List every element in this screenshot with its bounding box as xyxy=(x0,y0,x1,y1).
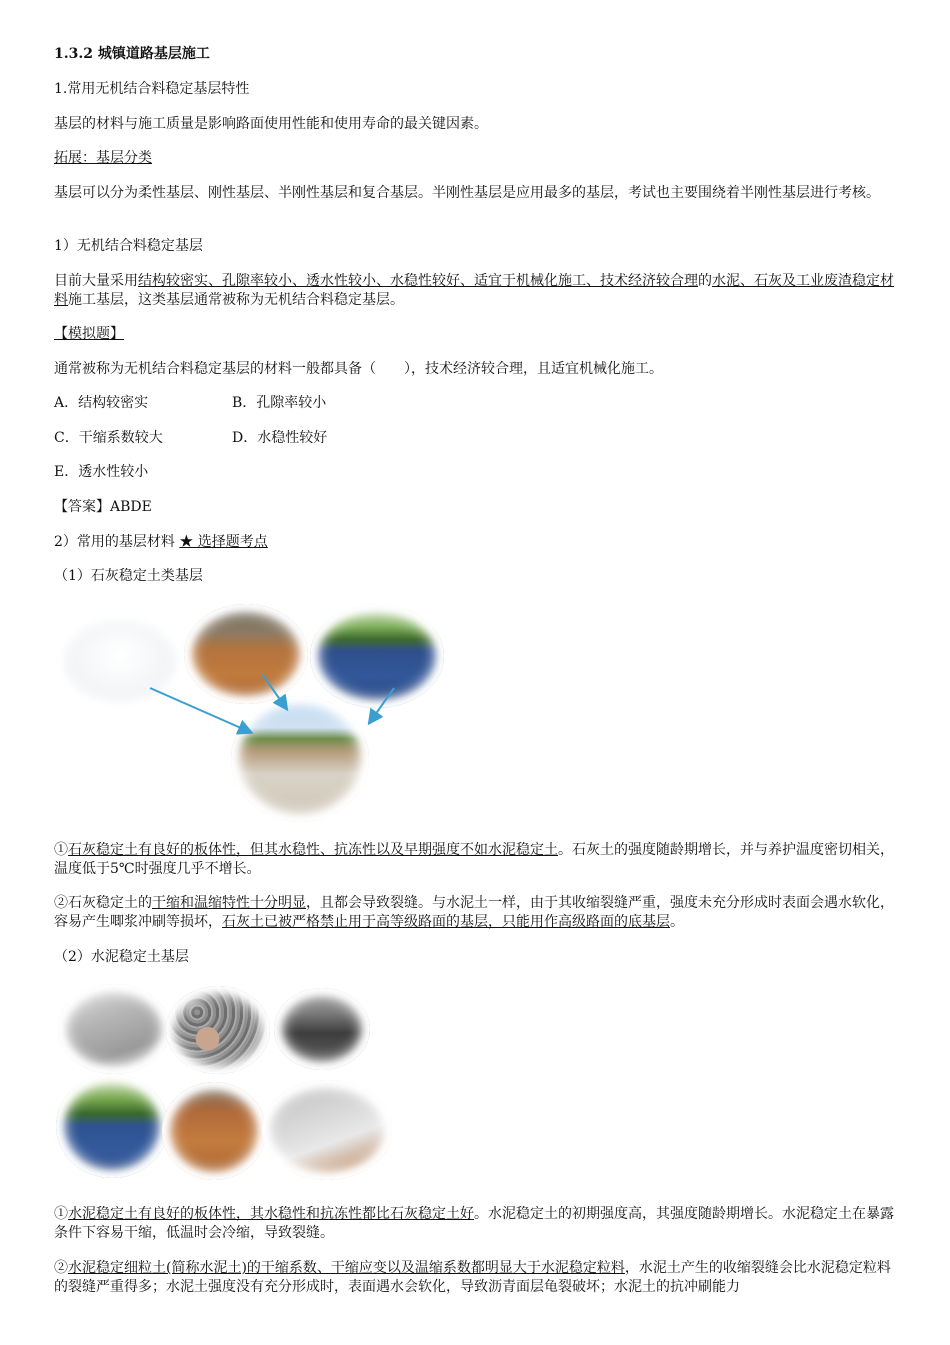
paragraph xyxy=(54,1205,896,1243)
text-run: 。石灰土的强度随龄期增长，并与养护温度密切相关，温度低于5℃时强度几乎不增长。 xyxy=(54,842,894,877)
subheading xyxy=(54,533,896,552)
underlined-text: 石灰稳定土有良好的板体性，但其水稳性、抗冻性以及早期强度不如水泥稳定土 xyxy=(68,842,558,858)
paving-site-photo xyxy=(274,988,370,1070)
text-run: ，水泥土产生的收缩裂缝会比水泥稳定粒料的裂缝严重得多；水泥土强度没有充分形成时，表面遇水会软化，导致沥青面层龟裂破坏；水泥土的抗冲刷能力 xyxy=(54,1260,891,1295)
options-row xyxy=(54,394,896,413)
underlined-text: 水泥、石灰及工业废渣稳定材料 xyxy=(54,273,894,308)
cement-powder-photo xyxy=(58,984,170,1074)
underlined-text: 干缩和温缩特性十分明显 xyxy=(152,895,306,911)
lime-soil-figure xyxy=(54,598,454,823)
text-run: 。水泥稳定土的初期强度高，其强度随龄期增长。水泥稳定土在暴露条件下容易干缩，低温时会冷缩，导致裂缝。 xyxy=(54,1206,894,1241)
option-a: A．结构较密实 xyxy=(54,395,149,411)
question-text: 通常被称为无机结合料稳定基层的材料一般都具备（ ），技术经济较合理，且适宜机械化施工。 xyxy=(54,361,663,377)
water-pond-photo xyxy=(56,1074,168,1178)
paragraph: 基层可以分为柔性基层、刚性基层、半刚性基层和复合基层。半刚性基层是应用最多的基层，考试也主要围绕着半刚性基层进行考核。 xyxy=(54,185,880,201)
text-run: ① xyxy=(54,842,68,858)
subheading: （2）水泥稳定土基层 xyxy=(54,949,189,965)
underlined-text: 水泥稳定细粒土(简称水泥土)的干缩系数、干缩应变以及温缩系数都明显大于水泥稳定粒料 xyxy=(68,1260,625,1276)
text-run: 目前大量采用 xyxy=(54,273,138,289)
text-run: 2）常用的基层材料 xyxy=(54,534,180,550)
options-row xyxy=(54,429,896,448)
extension-heading: 拓展：基层分类 xyxy=(54,150,152,166)
connector-arrows xyxy=(54,598,454,823)
text-run: ② xyxy=(54,1260,68,1276)
underlined-text: 结构较密实、孔隙率较小、透水性较小、水稳性较好、适宜于机械化施工、技术经济较合理 xyxy=(138,273,698,289)
option-e: E．透水性较小 xyxy=(54,464,149,480)
paragraph xyxy=(54,841,896,879)
cement-base-layer-photo xyxy=(262,1080,392,1180)
subheading: 1）无机结合料稳定基层 xyxy=(54,238,203,254)
text-run: ① xyxy=(54,1206,68,1222)
exam-point-marker: ★ 选择题考点 xyxy=(179,534,268,550)
text-run: ，且都会导致裂缝。与水泥土一样，由于其收缩裂缝严重，强度未充分形成时表面会遇水软化，容易产生唧浆冲刷等损坏， xyxy=(54,895,894,930)
option-b: B．孔隙率较小 xyxy=(232,395,327,411)
text-run: 。 xyxy=(670,914,684,930)
paragraph xyxy=(54,272,896,310)
soil-pile-photo xyxy=(162,1082,266,1180)
paragraph xyxy=(54,1259,896,1297)
text-run: 的 xyxy=(698,273,712,289)
option-d: D．水稳性较好 xyxy=(232,430,328,446)
paragraph xyxy=(54,894,896,932)
paragraph-heading: 1.常用无机结合料稳定基层特性 xyxy=(54,81,250,97)
text-run: 施工基层，这类基层通常被称为无机结合料稳定基层。 xyxy=(68,292,404,308)
section-title: 1.3.2 城镇道路基层施工 xyxy=(54,46,210,62)
gravel-hand-photo xyxy=(166,986,270,1074)
underlined-text: 石灰土已被严格禁止用于高等级路面的基层，只能用作高级路面的底基层 xyxy=(222,914,670,930)
underlined-text: 水泥稳定土有良好的板体性，其水稳性和抗冻性都比石灰稳定土好 xyxy=(68,1206,474,1222)
text-run: ②石灰稳定土的 xyxy=(54,895,152,911)
option-c: C．干缩系数较大 xyxy=(54,430,163,446)
answer: 【答案】ABDE xyxy=(54,499,152,515)
paragraph: 基层的材料与施工质量是影响路面使用性能和使用寿命的最关键因素。 xyxy=(54,116,488,132)
subheading: （1）石灰稳定土类基层 xyxy=(54,568,203,584)
cement-soil-figure xyxy=(54,980,394,1188)
mock-question-label: 【模拟题】 xyxy=(54,326,124,342)
